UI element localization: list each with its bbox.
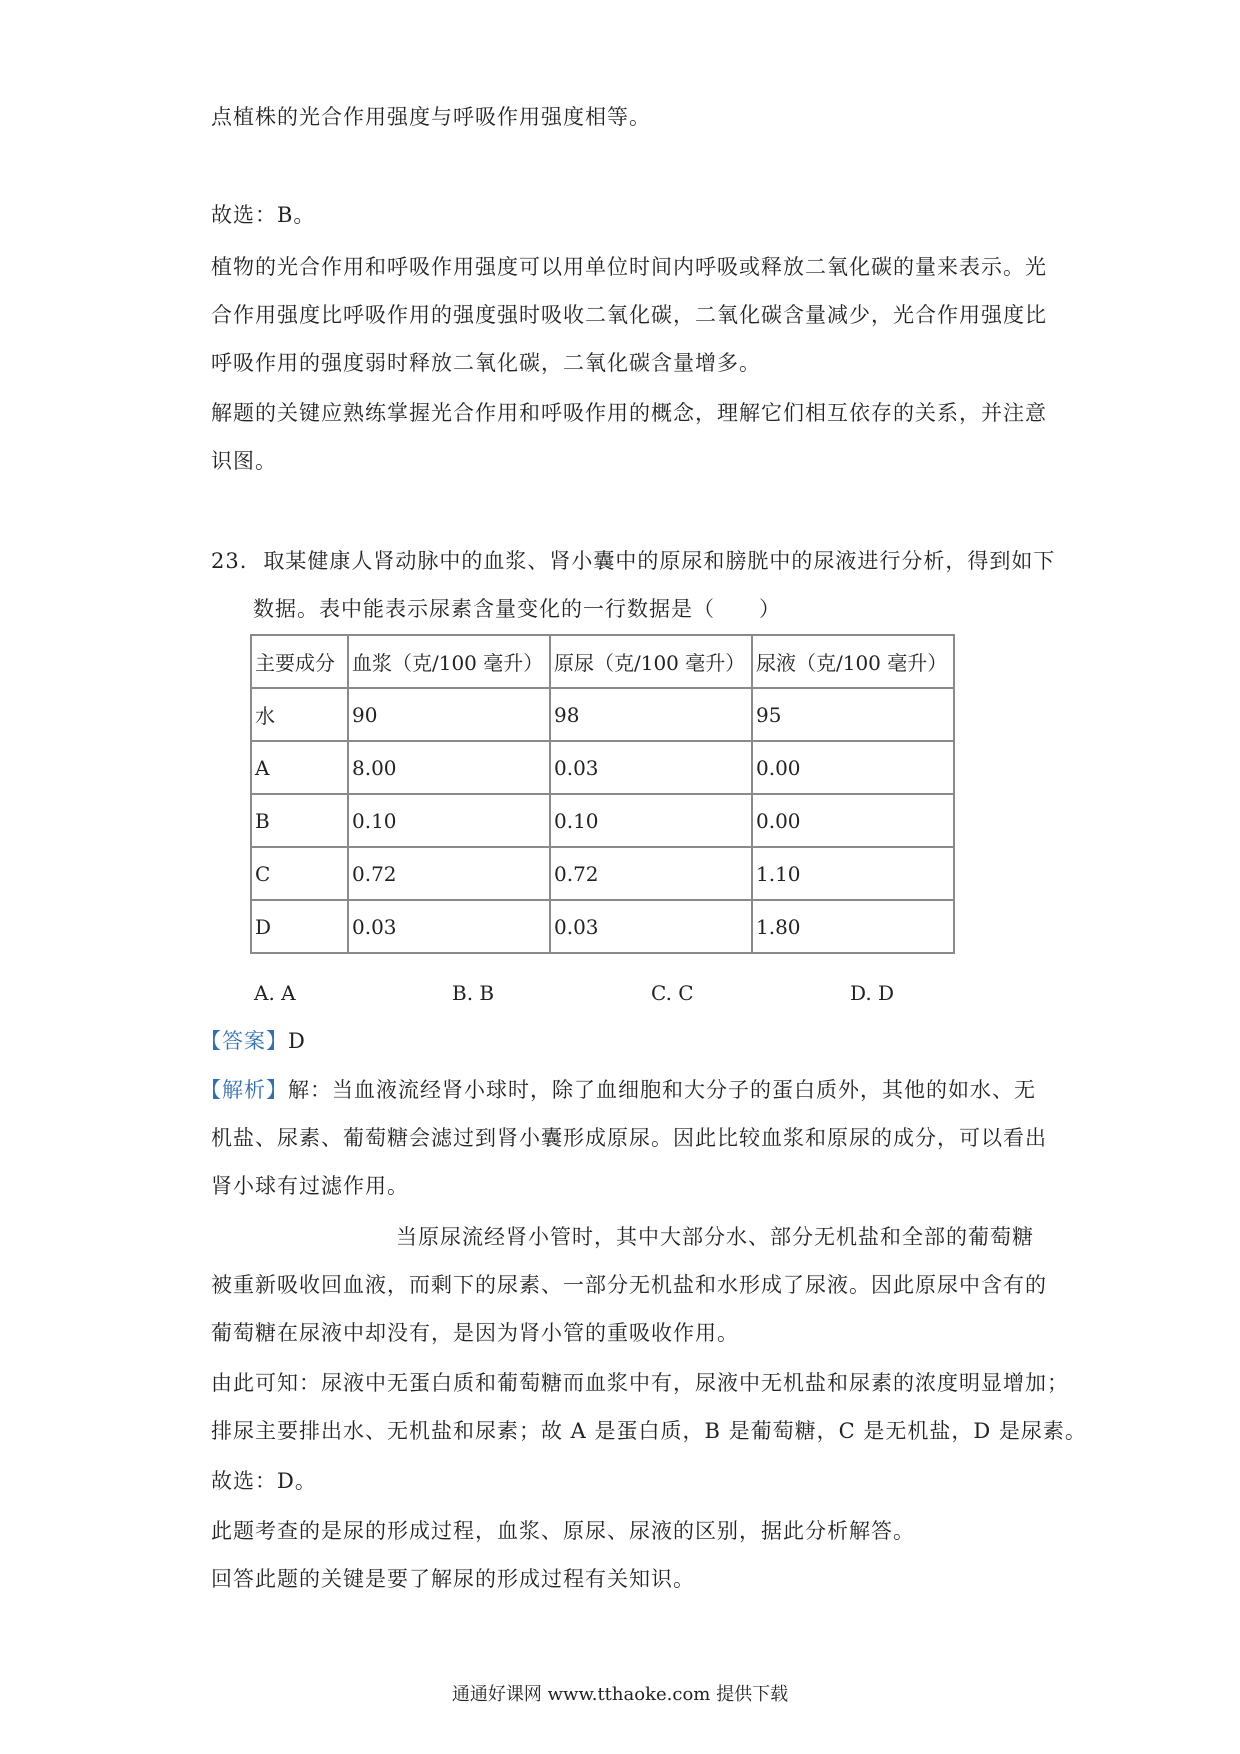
question-number: 23. [211, 549, 248, 573]
table-cell: 0.72 [550, 847, 752, 900]
page-footer: 通通好课网 www.tthaoke.com 提供下载 [451, 1684, 789, 1705]
table-row [251, 900, 954, 953]
table-row [251, 688, 954, 741]
table-cell: 0.00 [752, 794, 954, 847]
table-cell: 0.10 [550, 794, 752, 847]
prev-key-line: 解题的关键应熟练掌握光合作用和呼吸作用的概念，理解它们相互依存的关系，并注意 [211, 401, 1047, 425]
explanation-line: 当原尿流经肾小管时，其中大部分水、部分无机盐和全部的葡萄糖 [396, 1225, 1034, 1249]
table-cell: C [251, 847, 348, 900]
prev-text-line: 点植株的光合作用强度与呼吸作用强度相等。 [211, 105, 651, 129]
question-stem-text: 取某健康人肾动脉中的血浆、肾小囊中的原尿和膀胱中的尿液进行分析，得到如下 [263, 549, 1056, 573]
explanation-line: 机盐、尿素、葡萄糖会滤过到肾小囊形成原尿。因此比较血浆和原尿的成分，可以看出 [211, 1126, 1047, 1150]
table-cell: B [251, 794, 348, 847]
table-cell: D [251, 900, 348, 953]
table-header-cell: 尿液（克/100 毫升） [752, 635, 954, 688]
table-cell: 8.00 [348, 741, 550, 794]
option-b: B. B [452, 981, 495, 1005]
table-header-cell: 原尿（克/100 毫升） [550, 635, 752, 688]
data-table [250, 634, 955, 954]
prev-analysis-line: 合作用强度比呼吸作用的强度强时吸收二氧化碳，二氧化碳含量减少，光合作用强度比 [211, 303, 1047, 327]
table-cell: 90 [348, 688, 550, 741]
answer-line [200, 1026, 306, 1056]
table-cell: 0.03 [348, 900, 550, 953]
answer-label: 【答案】 [200, 1029, 288, 1053]
table-cell: 0.03 [550, 900, 752, 953]
explanation-text: 解：当血液流经肾小球时，除了血细胞和大分子的蛋白质外，其他的如水、无 [288, 1078, 1036, 1102]
table-row [251, 847, 954, 900]
explanation-line: 排尿主要排出水、无机盐和尿素；故 A 是蛋白质，B 是葡萄糖，C 是无机盐，D 是尿素。 [211, 1419, 1087, 1443]
table-cell: 1.10 [752, 847, 954, 900]
explanation-line [200, 1075, 1036, 1105]
answer-value: D [288, 1029, 306, 1053]
prev-answer: 故选：B。 [211, 203, 316, 227]
table-cell: 0.00 [752, 741, 954, 794]
table-cell: 98 [550, 688, 752, 741]
explanation-line: 此题考查的是尿的形成过程，血浆、原尿、尿液的区别，据此分析解答。 [211, 1519, 915, 1543]
explanation-line: 被重新吸收回血液，而剩下的尿素、一部分无机盐和水形成了尿液。因此原尿中含有的 [211, 1273, 1047, 1297]
table-row [251, 741, 954, 794]
table-cell: 0.03 [550, 741, 752, 794]
prev-analysis-line: 植物的光合作用和呼吸作用强度可以用单位时间内呼吸或释放二氧化碳的量来表示。光 [211, 255, 1047, 279]
table-cell: 0.10 [348, 794, 550, 847]
question-stem [211, 546, 1055, 576]
table-cell: 水 [251, 688, 348, 741]
table-header-cell: 主要成分 [251, 635, 348, 688]
option-d: D. D [850, 981, 895, 1005]
table-cell: 0.72 [348, 847, 550, 900]
prev-analysis-line: 呼吸作用的强度弱时释放二氧化碳，二氧化碳含量增多。 [211, 351, 761, 375]
explanation-label: 【解析】 [200, 1078, 288, 1102]
option-a: A. A [254, 981, 296, 1005]
table-cell: A [251, 741, 348, 794]
explanation-line: 葡萄糖在尿液中却没有，是因为肾小管的重吸收作用。 [211, 1321, 739, 1345]
option-c: C. C [651, 981, 694, 1005]
table-cell: 1.80 [752, 900, 954, 953]
table-cell: 95 [752, 688, 954, 741]
question-stem-continued: 数据。表中能表示尿素含量变化的一行数据是（ ） [253, 597, 781, 621]
table-row [251, 794, 954, 847]
prev-key-line: 识图。 [211, 449, 277, 473]
explanation-line: 由此可知：尿液中无蛋白质和葡萄糖而血浆中有，尿液中无机盐和尿素的浓度明显增加； [211, 1371, 1069, 1395]
table-header-row [251, 635, 954, 688]
table-header-cell: 血浆（克/100 毫升） [348, 635, 550, 688]
explanation-line: 回答此题的关键是要了解尿的形成过程有关知识。 [211, 1567, 695, 1591]
explanation-line: 故选：D。 [211, 1469, 317, 1493]
explanation-line: 肾小球有过滤作用。 [211, 1174, 409, 1198]
